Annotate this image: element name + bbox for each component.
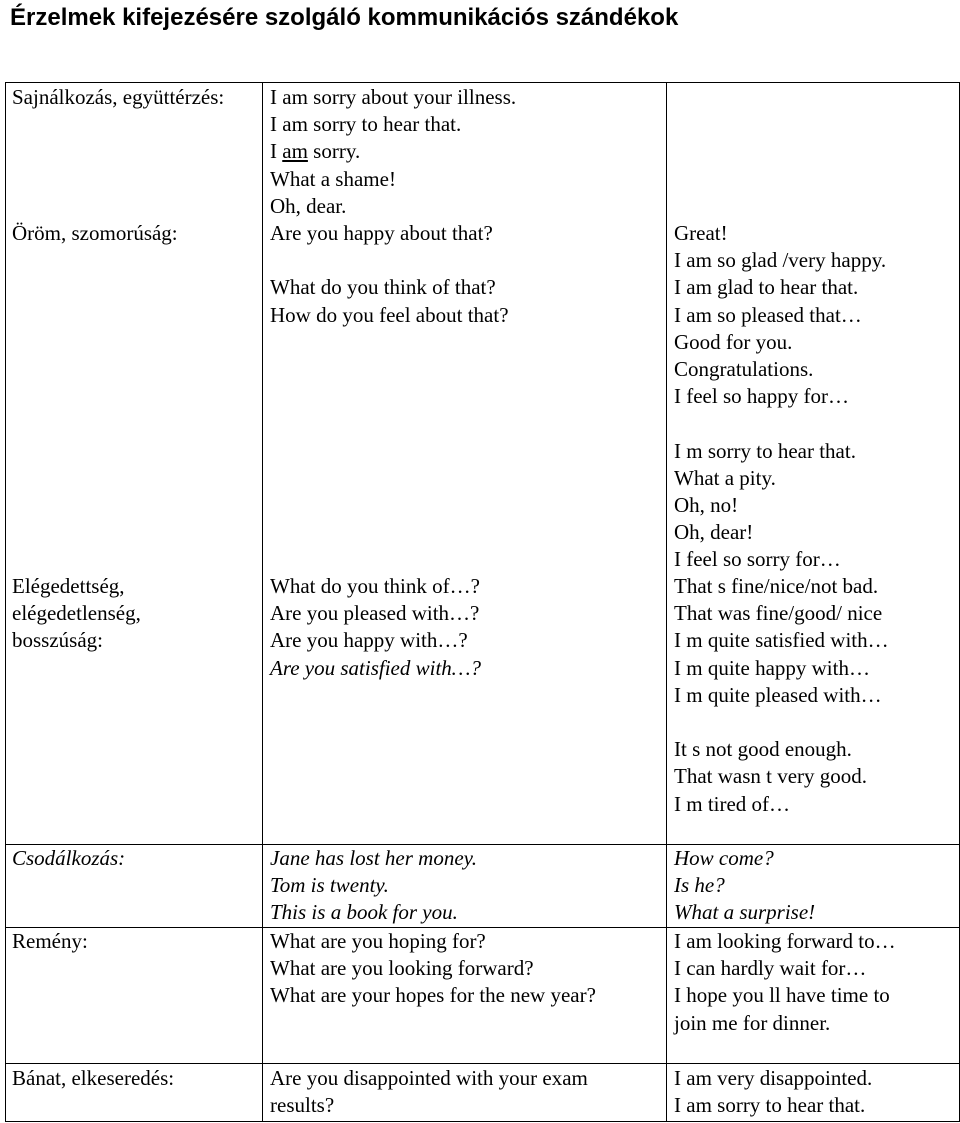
list-item: I am sorry.	[270, 139, 361, 164]
page-title: Érzelmek kifejezésére szolgáló kommunikációs szándékok	[10, 4, 679, 31]
list-item: How come?	[674, 846, 774, 870]
list-item: It s not good enough.	[674, 737, 852, 762]
list-item: I am glad to hear that.	[674, 275, 859, 300]
table-divider-2	[666, 82, 667, 1122]
list-item: Are you satisfied with…?	[270, 655, 481, 680]
responses-satisfaction	[674, 573, 889, 818]
list-item	[270, 247, 509, 274]
list-item: Jane has lost her money.	[270, 846, 478, 870]
prompts-sadness	[270, 1065, 588, 1119]
list-item: I am looking forward to…	[674, 929, 896, 953]
list-item: I hope you ll have time to	[674, 983, 890, 1008]
prompts-sympathy	[270, 84, 516, 220]
list-item: Oh, dear.	[270, 193, 347, 218]
list-item: Are you happy about that?	[270, 221, 493, 245]
list-item: I m quite happy with…	[674, 655, 870, 680]
list-item: I feel so happy for…	[674, 384, 849, 409]
list-item: That was fine/good/ nice	[674, 601, 883, 626]
responses-hope	[674, 928, 896, 1037]
list-item: I m quite satisfied with…	[674, 628, 889, 653]
list-item: I m tired of…	[674, 791, 791, 816]
list-item: results?	[270, 1093, 335, 1118]
list-item: Great!	[674, 221, 728, 245]
list-item: Oh, dear!	[674, 520, 754, 545]
list-item: I am sorry to hear that.	[674, 1093, 866, 1118]
row-divider-sadness	[5, 1063, 960, 1064]
list-item: What a surprise!	[674, 900, 816, 925]
list-item: Is he?	[674, 873, 725, 898]
list-item: Oh, no!	[674, 492, 739, 517]
list-item: I am so pleased that…	[674, 302, 862, 327]
table-top-border	[5, 82, 960, 83]
prompts-joy-sorrow	[270, 220, 509, 329]
table-left-border	[5, 82, 6, 1122]
list-item: That wasn t very good.	[674, 764, 868, 789]
list-item: I am sorry about your illness.	[270, 85, 517, 109]
list-item: I m quite pleased with…	[674, 682, 882, 707]
prompts-surprise	[270, 845, 477, 927]
list-item: What a shame!	[270, 166, 396, 191]
row-label-sadness: Bánat, elkeseredés:	[12, 1066, 175, 1090]
prompts-satisfaction	[270, 573, 481, 682]
row-label-joy-sorrow: Öröm, szomorúság:	[12, 221, 178, 245]
responses-surprise	[674, 845, 815, 927]
row-label-surprise: Csodálkozás:	[12, 846, 126, 870]
list-item: What are your hopes for the new year?	[270, 983, 596, 1008]
list-item: Are you disappointed with your exam	[270, 1066, 588, 1090]
row-label-hope: Remény:	[12, 929, 88, 953]
list-item: I can hardly wait for…	[674, 956, 867, 981]
row-label-satisfaction: Elégedettség, elégedetlenség, bosszúság:	[12, 574, 141, 653]
list-item: This is a book for you.	[270, 900, 458, 925]
list-item: What do you think of that?	[270, 275, 496, 300]
list-item: What are you looking forward?	[270, 956, 534, 981]
prompts-hope	[270, 928, 596, 1010]
table-divider-1	[262, 82, 263, 1122]
list-item: Good for you.	[674, 329, 793, 354]
list-item: I feel so sorry for…	[674, 547, 841, 572]
list-item: I m sorry to hear that.	[674, 438, 856, 463]
list-item: I am sorry to hear that.	[270, 112, 462, 137]
list-item: I am so glad /very happy.	[674, 248, 887, 273]
responses-sadness	[674, 1065, 872, 1119]
list-item: Are you pleased with…?	[270, 601, 480, 626]
responses-joy-sorrow	[674, 220, 886, 573]
list-item: Congratulations.	[674, 356, 814, 381]
list-item: Tom is twenty.	[270, 873, 389, 898]
list-item: I am very disappointed.	[674, 1066, 873, 1090]
list-item: Are you happy with…?	[270, 628, 468, 653]
list-item: What are you hoping for?	[270, 929, 486, 953]
list-item: What a pity.	[674, 465, 776, 490]
list-item: join me for dinner.	[674, 1010, 831, 1035]
row-divider-surprise	[5, 844, 960, 845]
list-item: What do you think of…?	[270, 574, 480, 598]
row-label-sympathy: Sajnálkozás, együttérzés:	[12, 85, 225, 109]
list-item: That s fine/nice/not bad.	[674, 574, 879, 598]
list-item: How do you feel about that?	[270, 302, 509, 327]
table-bottom-border	[5, 1121, 960, 1122]
